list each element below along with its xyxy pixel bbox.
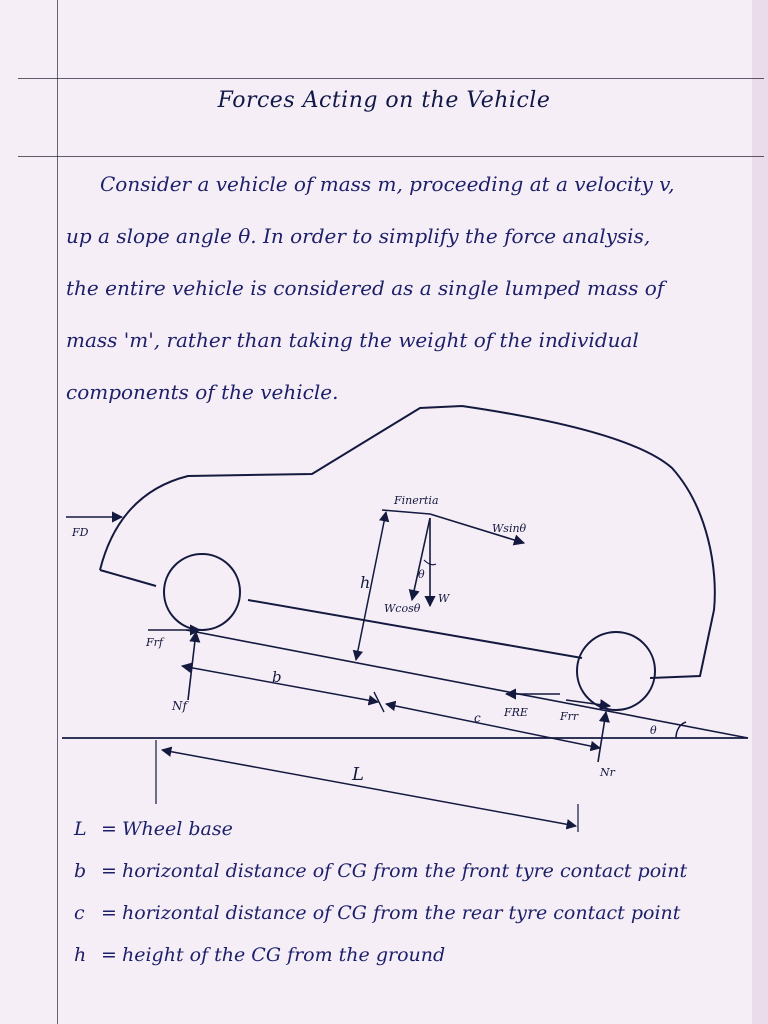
label-frf: Frf: [146, 636, 163, 649]
legend-text: horizontal distance of CG from the front tyre contact point: [122, 860, 688, 882]
rear-wheel: [577, 632, 655, 710]
label-l: L: [352, 764, 364, 785]
rear-normal-arrow: [598, 712, 606, 762]
paragraph-line: Consider a vehicle of mass m, proceeding at a velocity v,: [100, 172, 675, 196]
label-b: b: [272, 668, 282, 686]
inertia-line: [382, 510, 430, 514]
legend-row-c: c = horizontal distance of CG from the rear tyre contact point: [74, 892, 754, 934]
slope-line: [186, 630, 748, 738]
paragraph-line: up a slope angle θ. In order to simplify the force analysis,: [66, 224, 651, 248]
legend-row-b: b = horizontal distance of CG from the front tyre contact point: [74, 850, 754, 892]
paragraph-line: mass 'm', rather than taking the weight of the individual: [66, 328, 639, 352]
label-theta: θ: [650, 724, 657, 737]
label-w: W: [438, 592, 450, 605]
label-h: h: [360, 573, 371, 592]
label-nf: Nf: [172, 699, 187, 713]
wcos-force-arrow: [412, 518, 430, 600]
legend-text: height of the CG from the ground: [122, 944, 446, 966]
legend-row-l: L = Wheel base: [74, 808, 754, 850]
label-finertia: Finertia: [394, 494, 439, 507]
label-wcos: Wcosθ: [384, 602, 421, 615]
legend-symbol: L: [74, 818, 87, 840]
label-fre: FRE: [504, 706, 528, 719]
front-wheel: [164, 554, 240, 630]
label-frr: Frr: [560, 710, 579, 723]
legend-symbol: c: [74, 902, 85, 924]
symbol-legend: [74, 808, 754, 976]
label-c: c: [474, 711, 481, 725]
paragraph-line: the entire vehicle is considered as a single lumped mass of: [66, 276, 665, 300]
vehicle-body-outline: [100, 406, 715, 678]
label-nr: Nr: [600, 766, 615, 779]
paragraph-line: components of the vehicle.: [66, 380, 339, 404]
legend-symbol: b: [74, 860, 87, 882]
label-fd: FD: [72, 526, 89, 539]
legend-text: Wheel base: [122, 818, 233, 840]
legend-row-h: h = height of the CG from the ground: [74, 934, 754, 976]
page-title: Forces Acting on the Vehicle: [217, 88, 551, 113]
legend-symbol: h: [74, 944, 87, 966]
front-normal-arrow: [188, 632, 196, 700]
legend-text: horizontal distance of CG from the rear tyre contact point: [122, 902, 681, 924]
label-wsin: Wsinθ: [492, 522, 527, 535]
label-theta-small: θ: [418, 568, 425, 581]
